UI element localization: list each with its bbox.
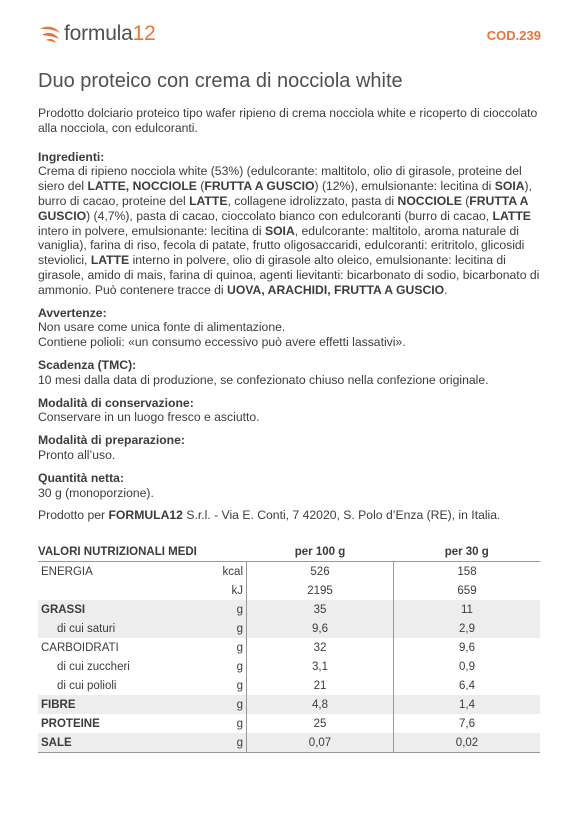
nutrition-row: [38, 714, 540, 733]
nutrient-unit: g: [183, 600, 247, 619]
nutrient-label: PROTEINE: [41, 717, 100, 730]
section-line: 10 mesi dalla data di produzione, se confezionato chiuso nella confezione originale.: [38, 372, 489, 387]
ingredient-text: .: [444, 282, 448, 297]
nutrient-unit: g: [183, 619, 247, 638]
ingredient-text: (: [196, 179, 205, 194]
value-per-100g: 0,07: [247, 733, 394, 753]
nutrient-label: [38, 581, 183, 600]
info-section: [38, 396, 543, 426]
nutrition-header-row: [38, 543, 540, 562]
allergen-text: FRUTTA A GUSCIO: [204, 179, 315, 194]
ingredients-heading: Ingredienti:: [38, 149, 105, 164]
nutrition-header-100g: per 100 g: [294, 546, 346, 558]
section-heading: Avvertenze:: [38, 305, 107, 320]
info-section: [38, 306, 543, 350]
section-heading: Modalità di conservazione:: [38, 395, 194, 410]
value-per-100g: 25: [247, 714, 394, 733]
ingredient-text: intero in polvere, emulsionante: lecitina di: [38, 223, 265, 238]
section-line: Conservare in un luogo fresco e asciutto.: [38, 410, 260, 425]
section-line: Contiene polioli: «un consumo eccessivo può avere effetti lassativi».: [38, 335, 406, 350]
ingredient-text: (: [461, 193, 470, 208]
producer-line: Prodotto per FORMULA12 S.r.l. - Via E. Conti, 7 42020, S. Polo d’Enza (RE), in Italia.: [38, 508, 501, 523]
value-per-100g: 9,6: [247, 619, 394, 638]
header: [38, 20, 541, 52]
allergen-text: SOIA: [494, 179, 525, 194]
product-description: [38, 106, 543, 523]
value-per-30g: 0,02: [394, 733, 541, 753]
product-code: COD.239: [486, 28, 541, 43]
intro-text: Prodotto dolciario proteico tipo wafer ripieno di crema nocciola white e ricoperto di cioccolato alla nocciola, con edulcoranti.: [38, 106, 538, 135]
ingredient-text: ) (12%), emulsionante: lecitina di: [314, 179, 495, 194]
nutrition-header-label: VALORI NUTRIZIONALI MEDI: [38, 546, 197, 558]
value-per-100g: 2195: [247, 581, 394, 600]
nutrient-label: SALE: [38, 733, 183, 753]
ingredient-text: , collagene idrolizzato, pasta di: [227, 193, 398, 208]
producer-name: FORMULA12: [108, 508, 183, 523]
value-per-30g: 0,9: [459, 660, 475, 673]
nutrition-row: [38, 638, 540, 657]
allergen-text: LATTE: [492, 208, 531, 223]
value-per-30g: 1,4: [394, 695, 541, 714]
nutrient-unit: kJ: [183, 581, 247, 600]
nutrient-label: di cui polioli: [57, 679, 117, 692]
ingredients-section: [38, 150, 543, 298]
ingredient-text: Crema di ripieno nocciola white (53%) (edulcorante: maltitolo, olio di girasole, proteine del siero del: [38, 164, 522, 194]
value-per-30g: 7,6: [459, 717, 475, 730]
product-title: Duo proteico con crema di nocciola white: [38, 70, 403, 92]
allergen-text: FRUTTA A GUSCIO: [38, 193, 528, 223]
nutrition-row: [38, 733, 540, 753]
section-line: Non usare come unica fonte di alimentazione.: [38, 320, 286, 335]
info-section: [38, 471, 543, 501]
nutrient-unit: kcal: [183, 562, 247, 582]
value-per-100g: 526: [247, 562, 394, 582]
nutrition-row: [38, 695, 540, 714]
section-heading: Modalità di preparazione:: [38, 433, 185, 448]
value-per-30g: 158: [457, 565, 477, 578]
nutrient-label: di cui zuccheri: [57, 660, 130, 673]
value-per-30g: 11: [394, 600, 541, 619]
value-per-100g: 35: [247, 600, 394, 619]
allergen-text: LATTE: [189, 193, 228, 208]
allergen-text: UOVA, ARACHIDI, FRUTTA A GUSCIO: [227, 282, 445, 297]
value-per-100g: 4,8: [247, 695, 394, 714]
nutrient-label: di cui saturi: [38, 619, 183, 638]
ingredients-text: [38, 164, 543, 297]
info-section: [38, 358, 543, 388]
nutrition-row: [38, 657, 540, 676]
nutrition-row: [38, 581, 540, 600]
value-per-30g: 2,9: [394, 619, 541, 638]
value-per-30g: 659: [457, 584, 477, 597]
brand-name: formula12: [64, 22, 156, 45]
nutrient-label: CARBOIDRATI: [41, 641, 119, 654]
section-heading: Scadenza (TMC):: [38, 357, 137, 372]
nutrition-table: [38, 543, 540, 753]
nutrient-unit: g: [183, 638, 247, 657]
value-per-30g: 6,4: [459, 679, 475, 692]
nutrition-row: [38, 600, 540, 619]
nutrient-label: GRASSI: [38, 600, 183, 619]
ingredient-text: interno in polvere, olio di girasole alto oleico, emulsionante: lecitina di girasole, amido di mais, farina di quinoa, agenti lievitanti: bicarbonato di sodio, bicarbonato di ammonio. Può contenere tracce di: [38, 253, 540, 297]
value-per-100g: 21: [247, 676, 394, 695]
value-per-100g: 3,1: [247, 657, 394, 676]
section-line: Pronto all’uso.: [38, 447, 116, 462]
section-heading: Quantità netta:: [38, 470, 124, 485]
nutrient-unit: g: [183, 676, 247, 695]
value-per-100g: 32: [247, 638, 394, 657]
value-per-30g: 9,6: [459, 641, 475, 654]
allergen-text: NOCCIOLE: [397, 193, 462, 208]
nutrition-row: [38, 619, 540, 638]
ingredient-text: , edulcorante: maltitolo, aroma naturale di vaniglia), farina di riso, fecola di patate, frutto oligosaccaridi, edulcoranti: eritritolo, glicosidi steviolici,: [38, 223, 525, 268]
nutrient-unit: g: [183, 657, 247, 676]
nutrient-unit: g: [183, 695, 247, 714]
nutrition-row: [38, 676, 540, 695]
info-section: [38, 433, 543, 463]
nutrient-unit: g: [183, 733, 247, 753]
nutrient-label: FIBRE: [38, 695, 183, 714]
ingredient-text: ) (4,7%), pasta di cacao, cioccolato bianco con edulcoranti (burro di cacao,: [86, 208, 493, 223]
allergen-text: SOIA: [264, 223, 295, 238]
nutrient-label: ENERGIA: [41, 565, 93, 578]
allergen-text: LATTE, NOCCIOLE: [87, 179, 197, 194]
nutrition-header-30g: per 30 g: [444, 546, 489, 558]
section-line: 30 g (monoporzione).: [38, 485, 154, 500]
allergen-text: LATTE: [90, 253, 130, 268]
nutrition-row: [38, 562, 540, 582]
nutrient-unit: g: [183, 714, 247, 733]
ingredient-text: ), burro di cacao, proteine del: [38, 179, 532, 208]
brand-logo: [38, 22, 156, 46]
leaf-logo-icon: [38, 22, 62, 46]
